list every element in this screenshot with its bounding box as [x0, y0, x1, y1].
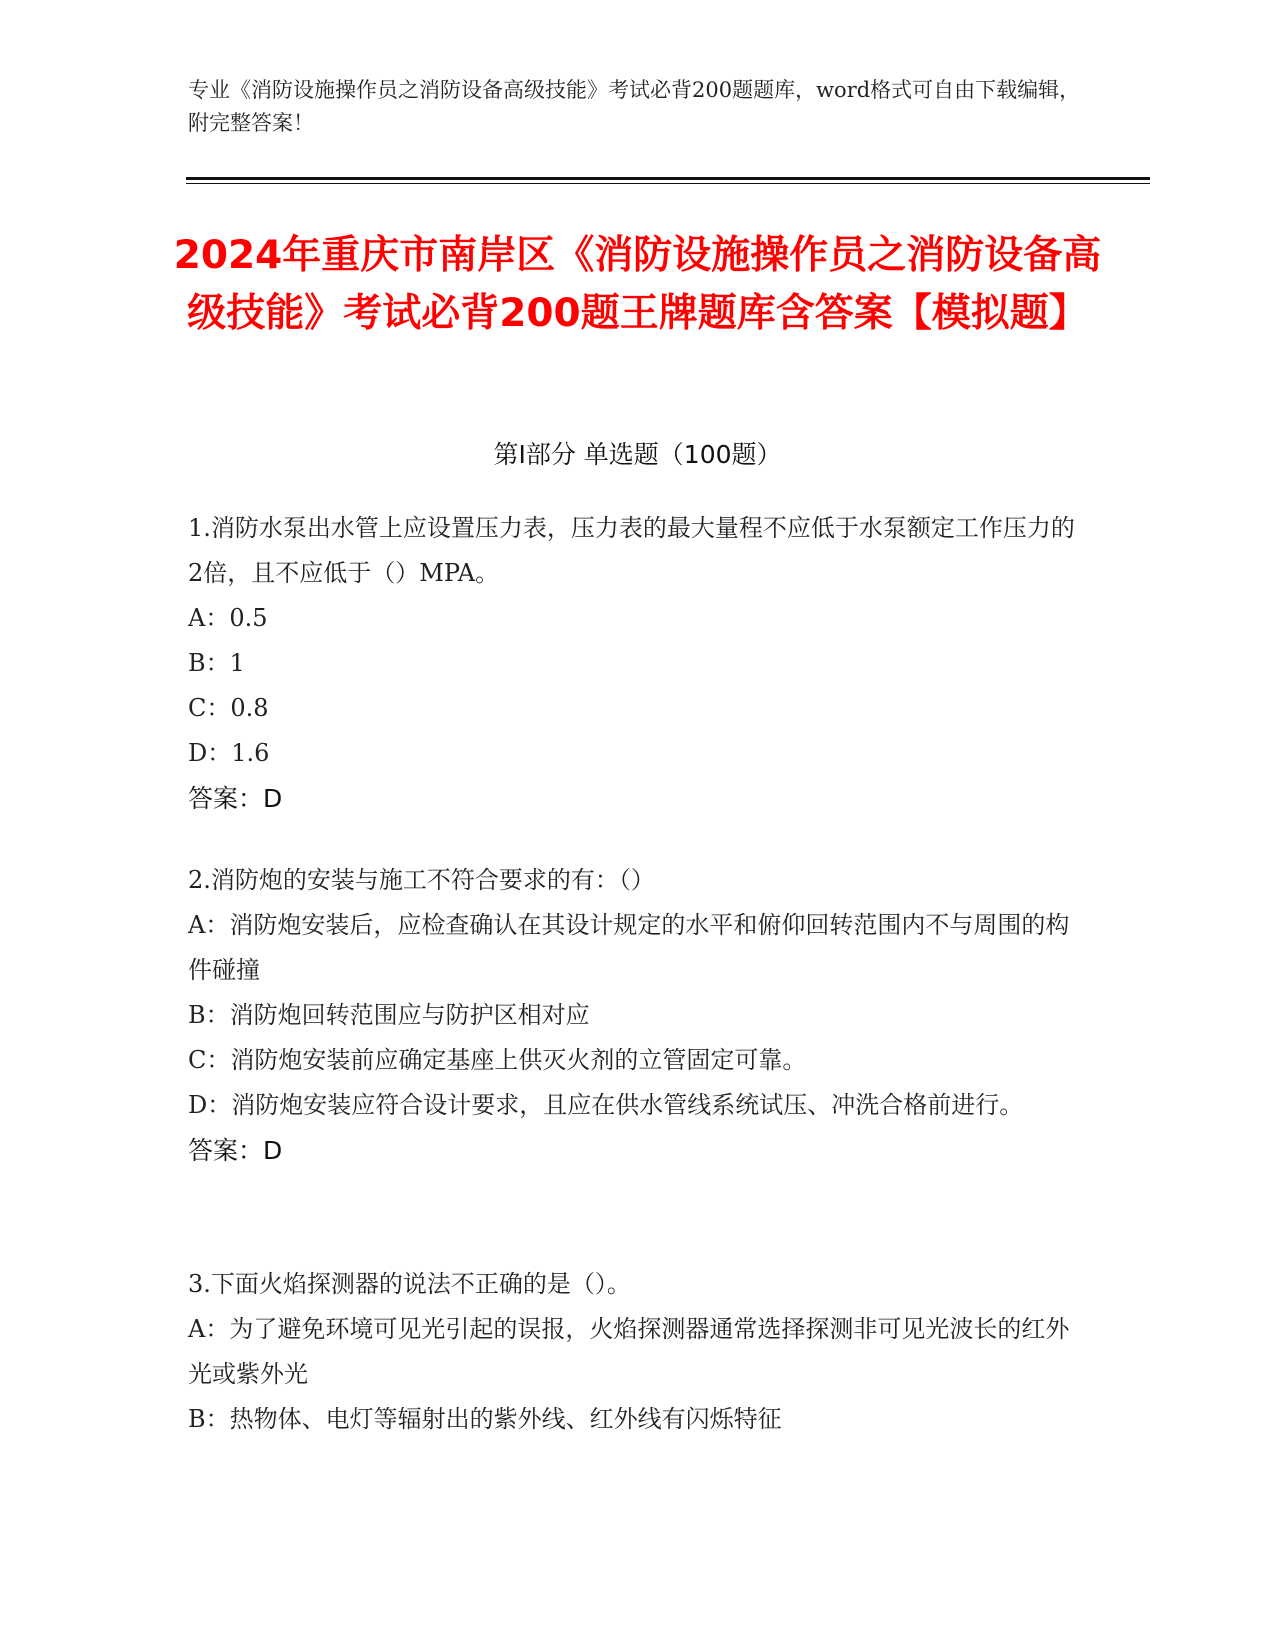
option-c: C：0.8: [188, 694, 269, 722]
option-b: B：1: [188, 649, 245, 677]
option-d: D：消防炮安装应符合设计要求，且应在供水管线系统试压、冲洗合格前进行。: [188, 1091, 1024, 1119]
document-title: 2024年重庆市南岸区《消防设施操作员之消防设备高级技能》考试必背200题王牌题库含答案【模拟题】: [173, 233, 1102, 336]
option-c: C：消防炮安装前应确定基座上供灭火剂的立管固定可靠。: [188, 1046, 807, 1074]
answer-line: 答案：D: [188, 1136, 283, 1165]
option-b: B：热物体、电灯等辐射出的紫外线、红外线有闪烁特征: [188, 1405, 782, 1433]
header-divider-thin: [186, 183, 1150, 184]
option-b: B：消防炮回转范围应与防护区相对应: [188, 1001, 590, 1029]
question-2: [188, 858, 1078, 1173]
option-d: D：1.6: [188, 739, 270, 767]
answer-line: 答案：D: [188, 784, 283, 813]
section-heading: 第I部分 单选题（100题）: [493, 440, 782, 469]
option-a: A：0.5: [188, 604, 268, 632]
header-note: 专业《消防设施操作员之消防设备高级技能》考试必背200题题库，word格式可自由下载编辑，附完整答案！: [188, 78, 1081, 135]
option-a: A：消防炮安装后，应检查确认在其设计规定的水平和俯仰回转范围内不与周围的构件碰撞: [188, 911, 1070, 984]
question-1: [188, 506, 1078, 821]
question-stem: 3.下面火焰探测器的说法不正确的是（）。: [188, 1270, 631, 1298]
question-stem: 2.消防炮的安装与施工不符合要求的有：（）: [188, 866, 655, 894]
header-divider-thick: [186, 177, 1150, 180]
option-a: A：为了避免环境可见光引起的误报，火焰探测器通常选择探测非可见光波长的红外光或紫外光: [188, 1315, 1070, 1388]
question-3: [188, 1262, 1078, 1442]
question-stem: 1.消防水泵出水管上应设置压力表，压力表的最大量程不应低于水泵额定工作压力的2倍，且不应低于（）MPA。: [188, 514, 1075, 587]
